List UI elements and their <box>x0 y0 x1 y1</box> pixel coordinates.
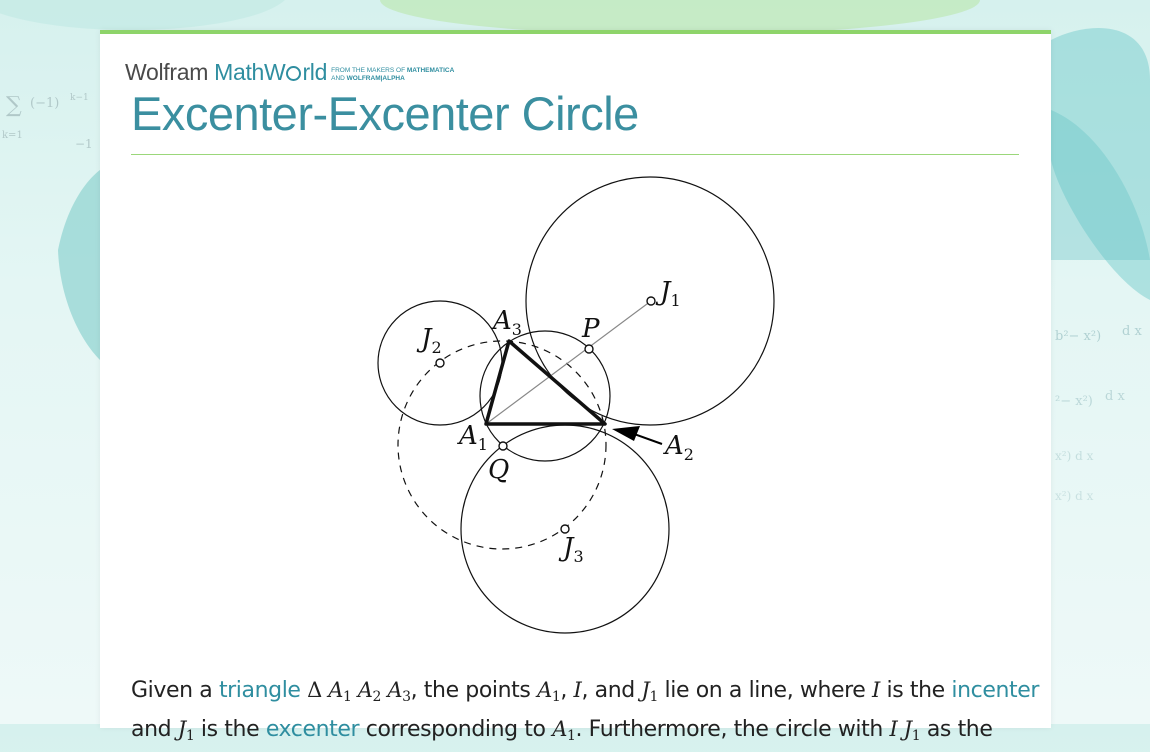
logo-tagline: FROM THE MAKERS OF MATHEMATICA AND WOLFRAM|ALPHA <box>331 67 455 82</box>
article-paragraph <box>131 674 1040 752</box>
svg-text:d x: d x <box>1105 389 1125 404</box>
label-j3: $J_3$ <box>563 533 584 566</box>
svg-text:²− x²): ²− x²) <box>1055 394 1093 409</box>
point-j3 <box>561 525 569 533</box>
label-a2: $A_2$ <box>665 431 694 464</box>
svg-text:k=1: k=1 <box>2 130 23 141</box>
svg-text:(−1): (−1) <box>30 96 60 111</box>
point-j2 <box>436 359 444 367</box>
excenter-figure <box>100 34 1051 644</box>
svg-text:b²− x²): b²− x²) <box>1055 329 1102 344</box>
article-card <box>100 30 1051 744</box>
label-a1: $A_1$ <box>459 421 488 454</box>
label-j2: $J_2$ <box>421 324 442 357</box>
paragraph-line-1: Given a triangle Δ $A_1$ $A_2$ $A_3$, the points $A_1$, I, and $J_1$ lie on a line, where I is the incenter <box>131 678 1040 705</box>
svg-text:x²) d x: x²) d x <box>1055 449 1094 463</box>
svg-text:d x: d x <box>1122 324 1142 339</box>
math-triangle-symbol: Δ $A_1$ $A_2$ $A_3$ <box>307 678 411 705</box>
point-p <box>585 345 593 353</box>
point-q <box>499 442 507 450</box>
svg-text:−1: −1 <box>75 137 93 151</box>
logo-wolfram-text: Wolfram <box>125 59 209 85</box>
label-a3: $A_3$ <box>493 306 522 339</box>
arrow-shaft <box>634 434 662 444</box>
label-j1: $J_1$ <box>660 277 681 310</box>
label-q: Q <box>488 455 510 485</box>
link-incenter[interactable]: incenter <box>951 678 1040 703</box>
svg-text:x²) d x: x²) d x <box>1055 489 1094 503</box>
svg-text:k−1: k−1 <box>70 93 89 103</box>
paragraph-line-2: and $J_1$ is the excenter corresponding to $A_1$. Furthermore, the circle with I $J_1$ as the <box>131 717 993 744</box>
link-excenter[interactable]: excenter <box>265 717 360 742</box>
label-p: P <box>582 314 600 344</box>
page-title: Excenter-Excenter Circle <box>131 87 639 140</box>
link-triangle[interactable]: triangle <box>218 678 301 703</box>
triangle-a1a2a3 <box>486 341 605 424</box>
logo-mathworld-text: MathW rld <box>214 59 328 85</box>
svg-text:∑: ∑ <box>6 93 22 118</box>
point-j1 <box>647 297 655 305</box>
